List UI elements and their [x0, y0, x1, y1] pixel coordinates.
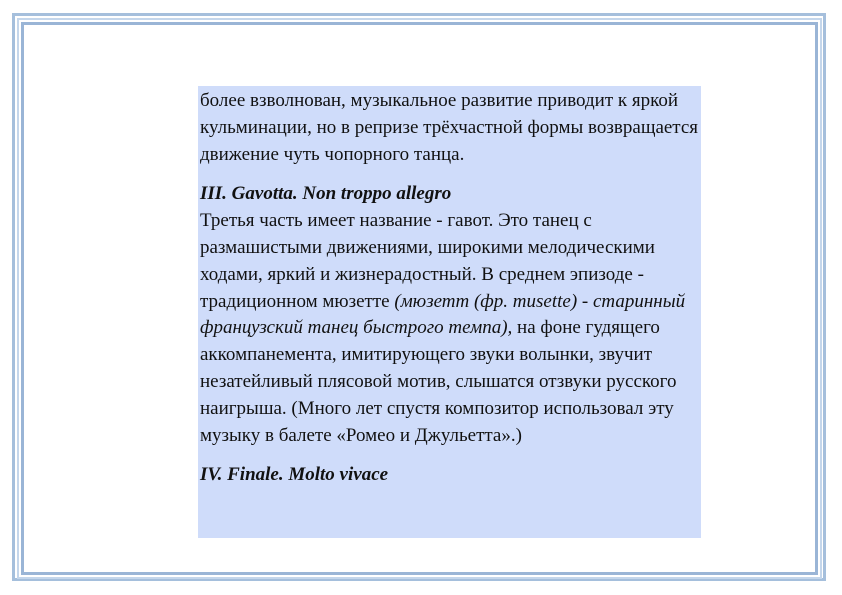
text-box	[198, 86, 701, 538]
paragraph-gavotta	[200, 208, 699, 449]
heading-gavotta: III. Gavotta. Non troppo allegro	[200, 183, 452, 205]
paragraph-intro: более взволнован, музыкальное развитие приводит к яркой кульминации, но в репризе трёхчастной формы возвращается движение чуть чопорного танца.	[200, 90, 699, 165]
paragraph-gavotta-italic: (мюзетт (фр. musette) - старинный французский танец быстрого темпа),	[200, 290, 686, 339]
paragraph-gavotta-end: на фоне гудящего аккомпанемента, имитирующего звуки волынки, звучит незатейливый плясовой мотив, слышатся отзвуки русского наигрыша. (Много лет спустя композитор использовал эту музыку в балете «Ромео и Джульетта».)	[200, 317, 677, 446]
heading-finale: IV. Finale. Molto vivace	[200, 464, 389, 486]
paragraph-gavotta-start: Третья часть имеет название - гавот. Это танец с размашистыми движениями, широкими мелодическими ходами, яркий и жизнерадостный. В среднем эпизоде - традиционном мюзетте	[200, 210, 655, 312]
